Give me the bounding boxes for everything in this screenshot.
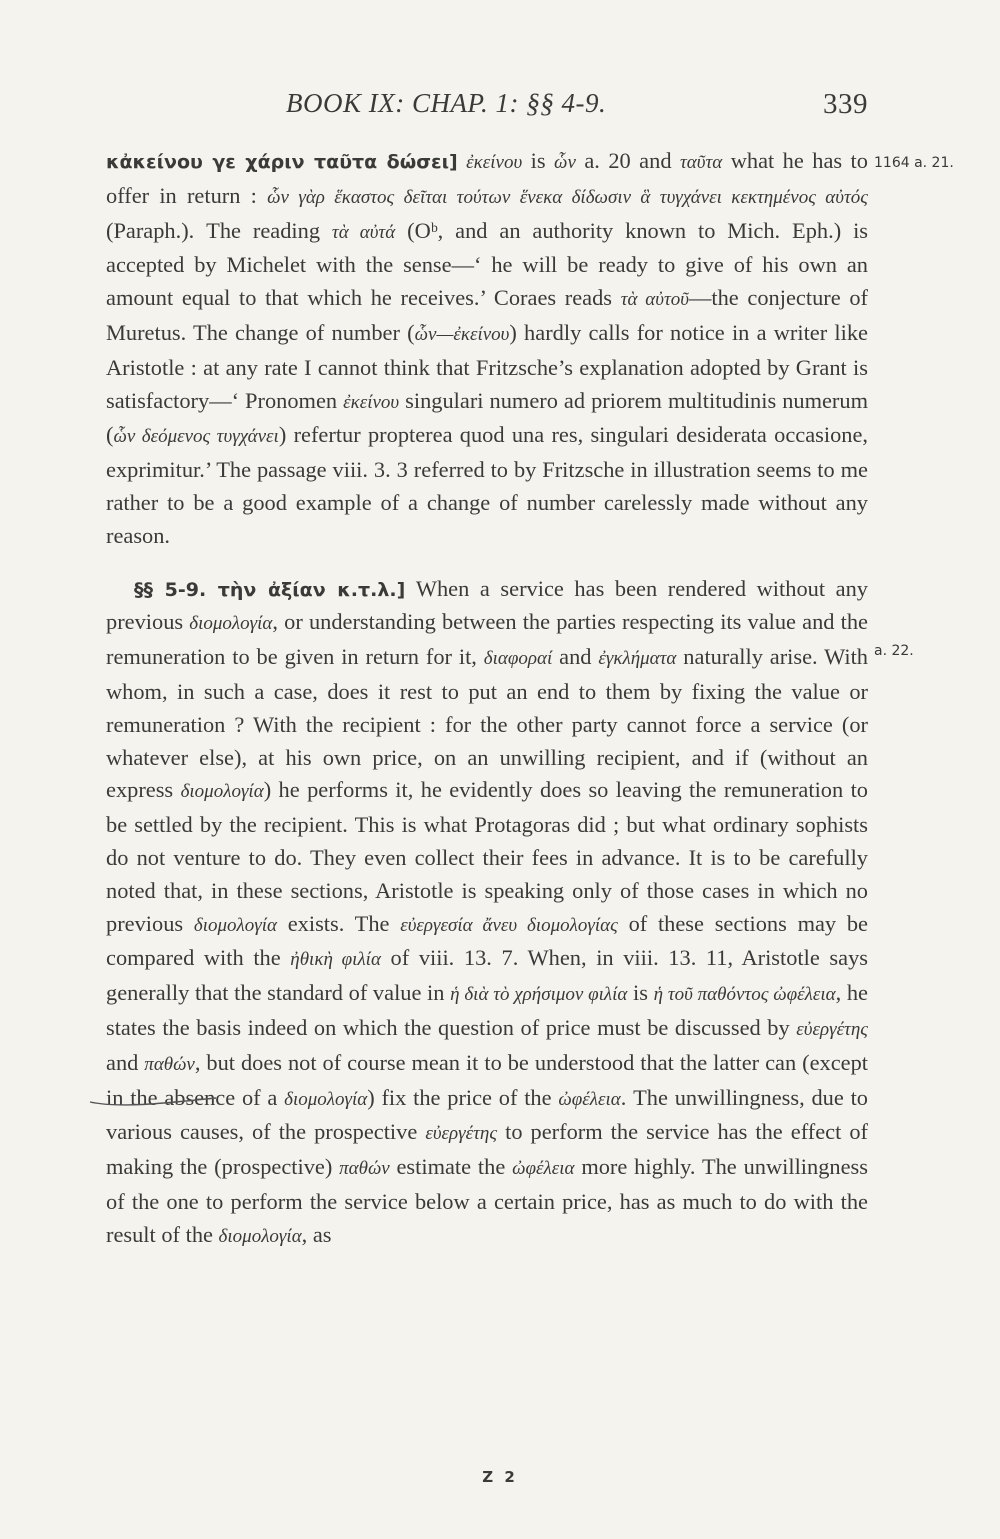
text-run: (Paraph.). The reading: [106, 217, 332, 243]
greek-term: διομολογία: [193, 914, 277, 936]
signature-mark: Z 2: [482, 1468, 518, 1486]
margin-reference-1: 1164 a. 21.: [874, 155, 954, 171]
text-run: ) he performs it, he evidently does so leaving the remuneration to be settled by the recipient. This is what Protagoras did ; but what ordinary sophists do not venture to do. They even collect their fees in advance. It is to be carefully noted that, in these sections, Aristotle is speaking only of those cases in which no previous: [106, 777, 868, 936]
greek-term: τὰ αὐτοῦ: [620, 289, 689, 311]
text-run: is: [627, 980, 654, 1006]
page-number: 339: [823, 88, 868, 120]
text-run: estimate the: [389, 1154, 513, 1180]
greek-term: διομολογία: [180, 781, 264, 803]
greek-term: ἠθικὴ φιλία: [290, 949, 381, 971]
text-run: ) refertur propterea quod una res, singulari desiderata occasione, exprimitur.’ The passage viii. 3. 3 referred to by Fritzsche in illustration seems to me rather to be a good example of a change of number carelessly made without any reason.: [106, 422, 868, 548]
text-run: ) hardly calls for notice in a writer like Aristotle : at any rate I cannot think that Fritzsche’s explanation adopted by Grant is satisfactory—‘ Pronomen: [106, 319, 868, 413]
text-run: , as: [301, 1221, 332, 1247]
greek-term: ἐκείνου: [466, 152, 523, 173]
greek-term: εὐεργέτης: [425, 1123, 498, 1145]
greek-term: ὧν γὰρ ἕκαστος δεῖται τούτων ἕνεκα δίδωσιν ἃ τυγχάνει κεκτημένος αὐτός: [267, 186, 868, 208]
text-run: , or understanding between the parties respecting its value and the remuneration to be given in return for it,: [106, 609, 868, 670]
greek-term: ὠφέλεια: [558, 1088, 621, 1110]
greek-term: τὰ αὐτά: [331, 221, 396, 243]
greek-term: διομολογία: [284, 1088, 368, 1110]
greek-term: εὐεργεσία ἄνευ διομολογίας: [400, 914, 618, 936]
note-paragraph-2: [106, 573, 868, 1254]
text-run: of viii. 13. 7. When, in viii. 13. 11, Aristotle says generally that the standard of value in: [106, 945, 868, 1006]
margin-reference-2: a. 22.: [874, 643, 914, 659]
greek-term: ὧν: [554, 152, 576, 173]
greek-term: ἐκείνου: [343, 391, 400, 413]
text-run: naturally arise. With whom, in such a case, does it rest to put an end to them by fixing the value or remuneration ? With the recipient : for the other party cannot force a service (or whatever else), at his own price, on an unwilling recipient, and if (without an express: [106, 644, 868, 803]
text-run: and: [552, 644, 599, 670]
greek-term: ταῦτα: [679, 152, 723, 173]
text-run: to perform the service has the effect of making the (prospective): [106, 1119, 868, 1180]
text-run: . The unwillingness, due to various causes, of the prospective: [106, 1084, 868, 1145]
greek-term: ὧν—ἐκείνου: [414, 323, 510, 345]
text-run: singulari numero ad priorem multitudinis numerum (: [106, 387, 869, 448]
greek-term: ὧν δεόμενος τυγχάνει: [113, 426, 279, 448]
greek-term: παθών: [339, 1158, 390, 1180]
text-run: exists. The: [276, 910, 401, 936]
greek-term: εὐεργέτης: [796, 1018, 868, 1040]
greek-term: διαφοραί: [483, 648, 553, 670]
commentary-text: [106, 145, 868, 1254]
text-run: ) fix the price of the: [367, 1084, 559, 1110]
text-run: , but does not of course mean it to be understood that the latter can (except in the absence of a: [106, 1049, 868, 1110]
greek-term: ἐγκλήματα: [598, 648, 677, 670]
lemma: κἀκείνου γε χάριν ταῦτα δώσει]: [106, 151, 458, 173]
pencil-underline-mark: [88, 1082, 218, 1108]
text-run: and: [106, 1049, 145, 1075]
text-run: , he states the basis indeed on which the question of price must be discussed by: [106, 980, 868, 1040]
text-run: —the conjecture of Muretus. The change of number (: [106, 285, 868, 345]
text-run: is: [522, 148, 555, 173]
note-paragraph-1: [106, 145, 868, 553]
page-header: [106, 84, 868, 124]
greek-term: ἡ τοῦ παθόντος ὠφέλεια: [653, 984, 836, 1006]
greek-term: ὠφέλεια: [512, 1158, 575, 1180]
text-run: of these sections may be compared with the: [106, 910, 868, 971]
text-run: more highly. The unwillingness of the one to perform the service below a certain price, has as much to do with the result of the: [106, 1154, 868, 1247]
greek-term: διομολογία: [189, 613, 273, 635]
running-head: BOOK IX: CHAP. 1: §§ 4-9.: [286, 88, 607, 118]
section-lemma: §§ 5-9. τὴν ἀξίαν κ.τ.λ.]: [134, 578, 406, 601]
text-run: a. 20 and: [575, 148, 680, 173]
greek-term: ἡ διὰ τὸ χρήσιμον φιλία: [450, 984, 628, 1006]
text-run: When a service has been rendered without any previous: [106, 575, 868, 635]
text-run: what he has to offer in return :: [106, 148, 868, 208]
text-run: (Oᵇ, and an authority known to Mich. Eph.) is accepted by Michelet with the sense—‘ he will be ready to give of his own an amount equal to that which he receives.’ Coraes reads: [106, 217, 868, 311]
greek-term: παθών: [144, 1053, 195, 1075]
greek-term: διομολογία: [218, 1225, 302, 1247]
